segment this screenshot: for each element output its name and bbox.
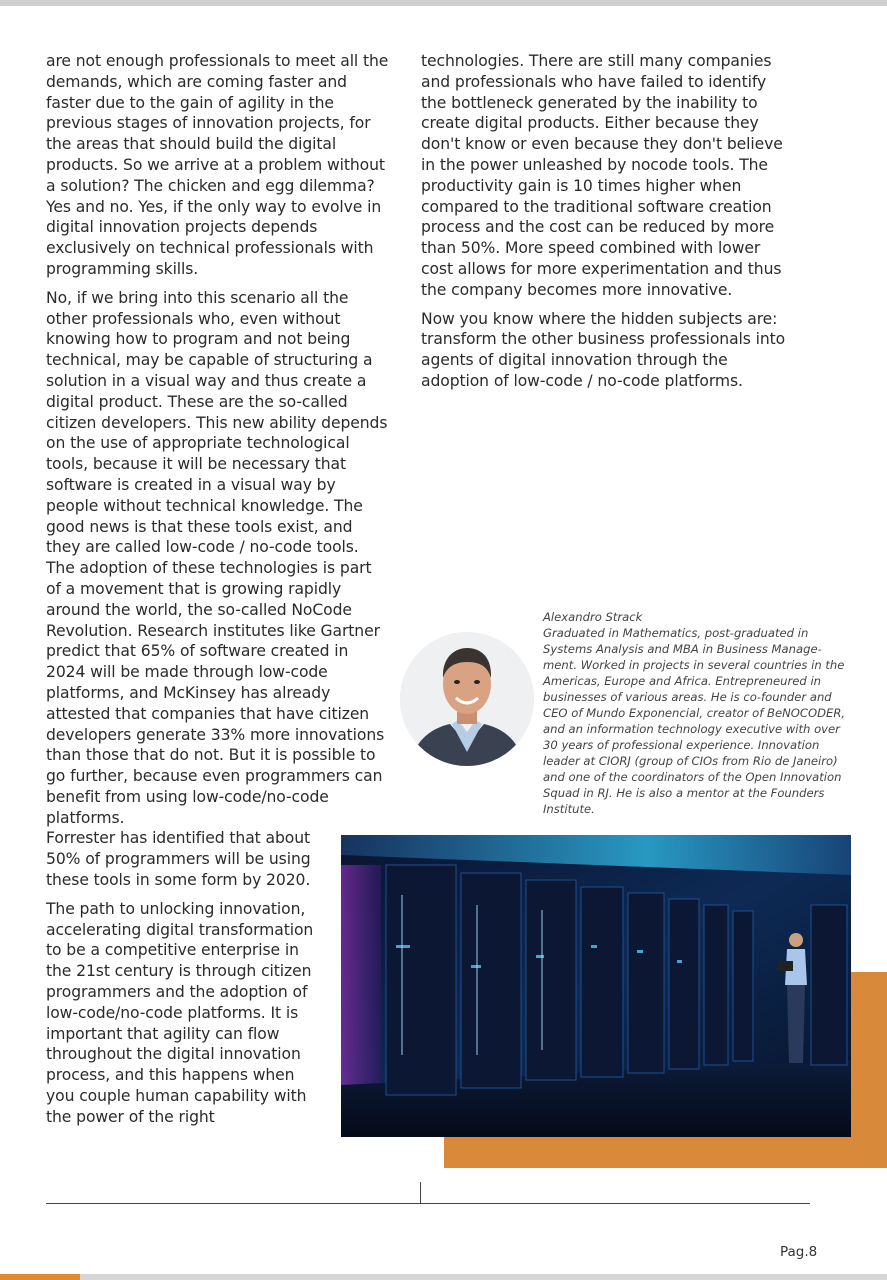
article-column-left (46, 51, 391, 1136)
bottom-rule (0, 1274, 887, 1280)
author-bio (543, 609, 848, 817)
author-photo (400, 632, 534, 766)
paragraph: technologies. There are still many companies and professionals who have failed to identify the bottleneck generated by the inability to create digital products. Either because they don't know or even because they don't believe in the power unleashed by nocode tools. The productivity gain is 10 times higher when compared to the traditional software creation process and the cost can be reduced by more than 50%. More speed combined with lower cost allows for more experimentation and thus the company becomes more innovative. (421, 52, 783, 299)
paragraph: The path to unlocking innovation, accelerating digital transformation to be a competitive enterprise in the 21st century is through citizen programmers and the adoption of low-code/no-code platforms. It is important that agility can flow throughout the digital innovation process, and this happens when you couple human capability with the power of the right (46, 899, 314, 1126)
page-number: Pag.8 (780, 1244, 818, 1260)
datacenter-photo (341, 835, 851, 1137)
paragraph: No, if we bring into this scenario all the other professionals who, even without knowing how to program and not being technical, may be capable of structuring a solution in a visual way and thus create a digital product. These are the so-called citizen developers. This new ability depends on the use of appropriate technological tools, because it will be necessary that software is created in a visual way by people without technical knowledge. The good news is that these tools exist, and they are called low-code / no-code tools. The adoption of these technologies is part of a movement that is growing rapidly around the world, the so-called NoCode Revolution. Research institutes like Gartner predict that 65% of software created in 2024 will be made through low-code platforms, and McKinsey has already attested that companies that have citizen developers generate 33% more innovations than those that do not. But it is possible to go further, because even programmers can benefit from using low-code/no-code platforms. (46, 288, 388, 827)
author-name: Alexandro Strack (543, 610, 643, 624)
article-column-right (421, 51, 786, 400)
paragraph: are not enough professionals to meet all the demands, which are coming faster and faster due to the gain of agility in the previous stages of innovation projects, for the areas that should build the digital products. So we arrive at a problem without a solution? The chicken and egg dilemma? Yes and no. Yes, if the only way to evolve in digital innovation projects depends exclusively on technical professionals with programming skills. (46, 52, 389, 278)
bottom-accent (0, 1274, 80, 1280)
footer-tick (420, 1182, 421, 1203)
author-bio-text: Graduated in Mathematics, post-graduated in Systems Analysis and MBA in Business Manage-ment. Worked in projects in several countries in the Americas, Europe and Africa. Entrepreneured in businesses of various areas. He is co-founder and CEO of Mundo Exponencial, creator of BeNOCODER, and an information technology executive with over 30 years of professional experience. Innovation leader at CIORJ (group of CIOs from Rio de Janeiro) and one of the coordinators of the Open Innovation Squad in RJ. He is also a mentor at the Founders Institute. (543, 626, 846, 816)
footer-divider (46, 1203, 810, 1204)
paragraph: Forrester has identified that about 50% of programmers will be using these tools in some form by 2020. (46, 829, 311, 890)
top-rule (0, 0, 887, 6)
paragraph: Now you know where the hidden subjects are: transform the other business professionals into agents of digital innovation through the adoption of low-code / no-code platforms. (421, 309, 786, 390)
